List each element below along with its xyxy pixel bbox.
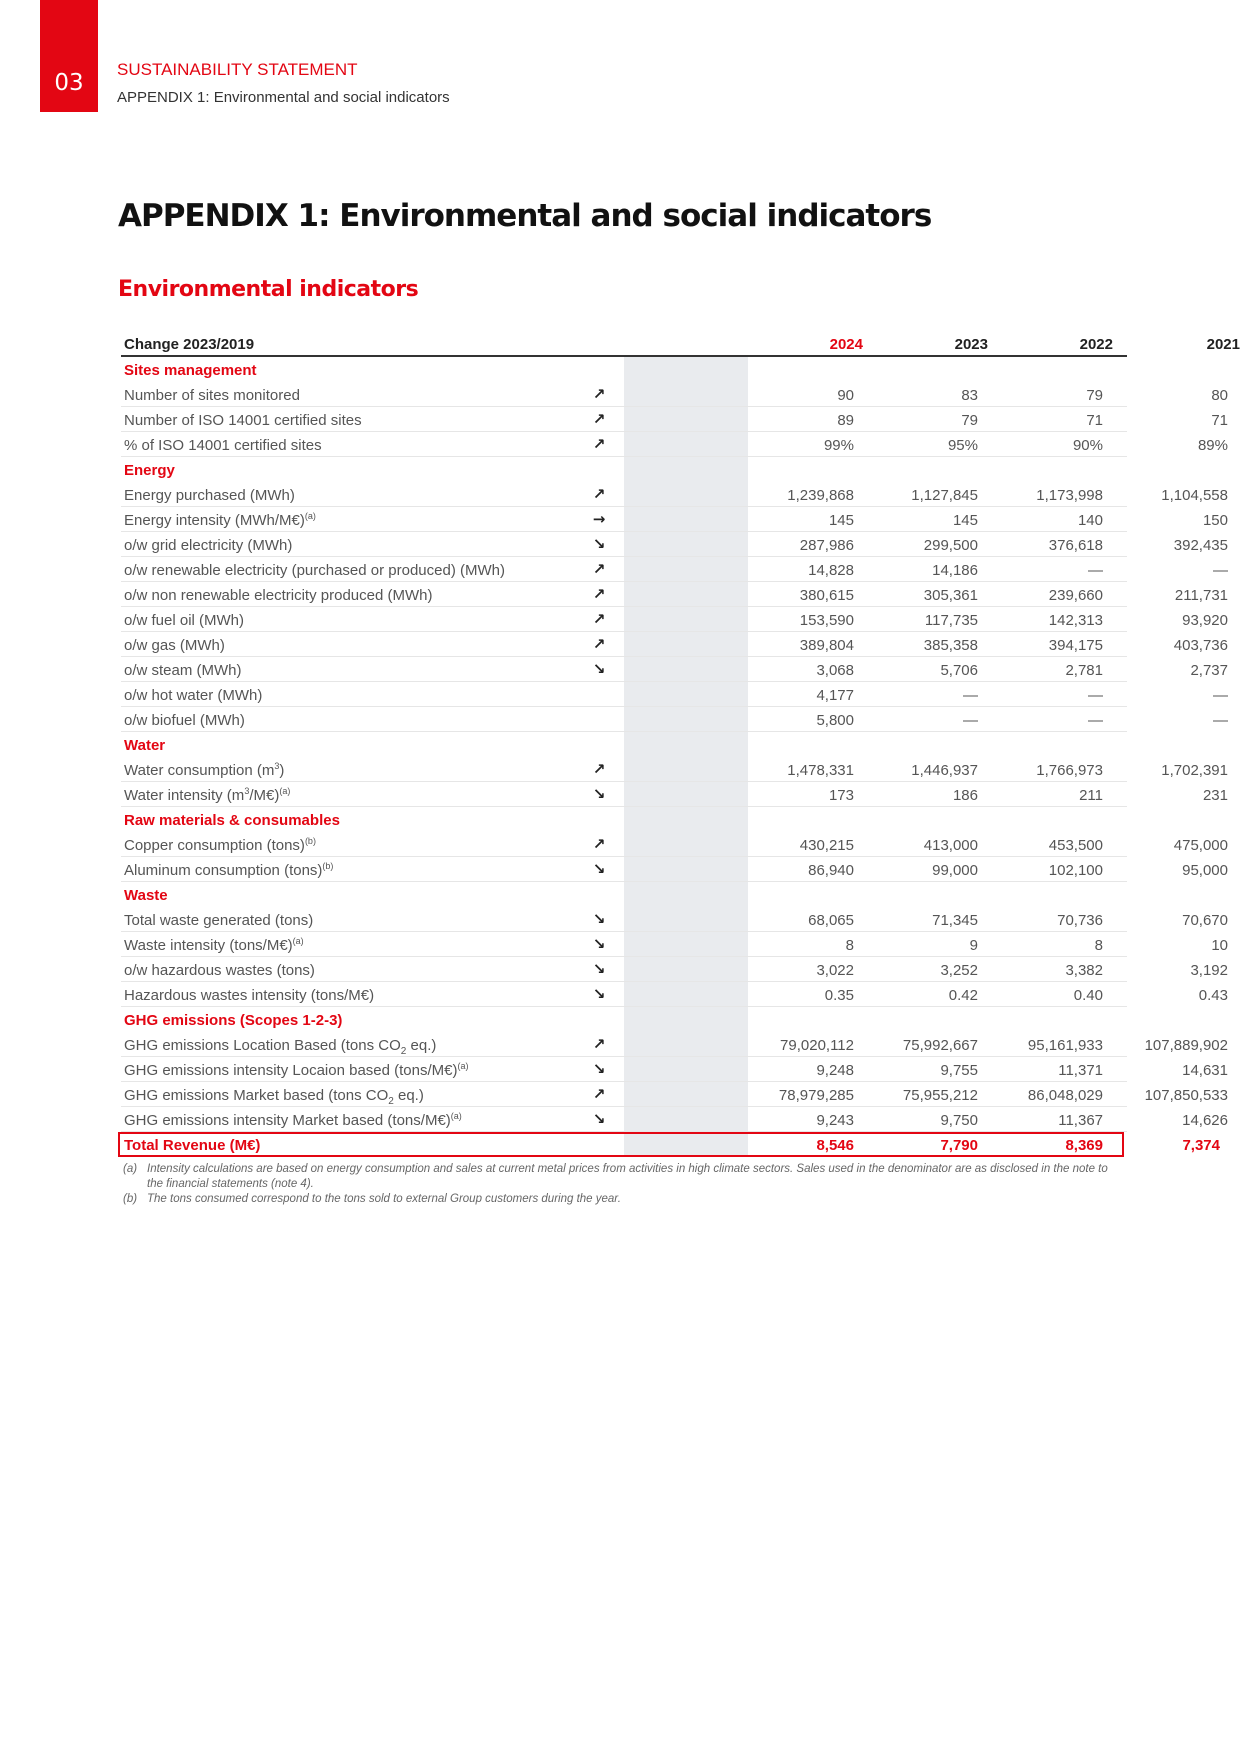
column-header-2021: 2021: [1206, 336, 1240, 353]
footnote-ref: (b): [304, 836, 316, 846]
breadcrumb: APPENDIX 1: Environmental and social indicators: [117, 89, 450, 106]
cell-2021: —: [1213, 712, 1228, 729]
cell-2022: 102,100: [1048, 862, 1103, 879]
category-label: Energy: [124, 462, 175, 479]
cell-2023: 0.42: [948, 987, 978, 1004]
row-label: Hazardous wastes intensity (tons/M€): [124, 987, 375, 1004]
cell-2023: 9,755: [940, 1062, 978, 1079]
arrow-right-icon: →: [592, 510, 606, 528]
table-row: [121, 782, 1228, 807]
cell-2023: 413,000: [923, 837, 978, 854]
row-label: Waste intensity (tons/M€)$^{(a)}$: [124, 936, 304, 954]
cell-2021: 107,850,533: [1144, 1087, 1228, 1104]
cell-2021: 231: [1202, 787, 1228, 804]
cell-2024: 145: [828, 512, 854, 529]
row-label: Copper consumption (tons)$^{(b)}$: [124, 836, 316, 854]
section-number: 03: [54, 70, 84, 96]
arrow-down-right-icon: ↘: [592, 910, 606, 928]
cell-2021: 70,670: [1182, 912, 1228, 929]
table-row: [121, 982, 1228, 1007]
cell-2024: 79,020,112: [780, 1037, 854, 1054]
cell-2023: 305,361: [923, 587, 978, 604]
cell-2021: 80: [1211, 387, 1228, 404]
cell-2022: 95,161,933: [1027, 1037, 1103, 1054]
footnote-ref: (a): [457, 1061, 469, 1071]
table-row: [121, 407, 1228, 432]
cell-2022: 239,660: [1048, 587, 1103, 604]
page-title: APPENDIX 1: Environmental and social indicators: [118, 198, 932, 234]
row-label: o/w hazardous wastes (tons): [124, 962, 315, 979]
table-row: [121, 757, 1228, 782]
row-label: o/w gas (MWh): [124, 637, 225, 654]
table-row: [121, 907, 1228, 932]
row-label: Number of sites monitored: [124, 387, 300, 404]
cell-2021: 392,435: [1173, 537, 1228, 554]
row-label: o/w fuel oil (MWh): [124, 612, 245, 629]
row-label: GHG emissions intensity Market based (tons/M€)$^{(a)}$: [124, 1111, 462, 1129]
cell-2023: 3,252: [940, 962, 978, 979]
total-revenue-2022: 8,369: [1065, 1137, 1103, 1154]
cell-2024: 1,478,331: [787, 762, 854, 779]
arrow-down-right-icon: ↘: [592, 935, 606, 953]
cell-2022: 11,367: [1058, 1112, 1103, 1129]
cell-2024: 86,940: [808, 862, 854, 879]
row-label: o/w non renewable electricity produced (MWh): [124, 587, 433, 604]
cell-2022: 394,175: [1048, 637, 1103, 654]
cell-2021: —: [1213, 687, 1228, 704]
row-label: Energy purchased (MWh): [124, 487, 295, 504]
cell-2022: 71: [1086, 412, 1103, 429]
section-heading: Environmental indicators: [118, 277, 419, 302]
cell-2021: —: [1213, 562, 1228, 579]
cell-2024: 14,828: [808, 562, 854, 579]
cell-2024: 68,065: [808, 912, 854, 929]
arrow-down-right-icon: ↘: [592, 860, 606, 878]
cell-2022: 0.40: [1073, 987, 1103, 1004]
table-row: [121, 857, 1228, 882]
cell-2024: 173: [828, 787, 854, 804]
category-label: Sites management: [124, 362, 257, 379]
row-label: GHG emissions Market based (tons $CO_2$ eq.): [124, 1087, 424, 1107]
table-row: [121, 482, 1228, 507]
cell-2021: 107,889,902: [1144, 1037, 1228, 1054]
cell-2021: 95,000: [1182, 862, 1228, 879]
cell-2021: 93,920: [1182, 612, 1228, 629]
table-row: [121, 832, 1228, 857]
cell-2021: 1,702,391: [1161, 762, 1228, 779]
category-label: Waste: [124, 887, 168, 904]
row-label: Number of ISO 14001 certified sites: [124, 412, 362, 429]
arrow-down-right-icon: ↘: [592, 1060, 606, 1078]
cell-2024: 3,068: [816, 662, 854, 679]
cell-2023: 83: [961, 387, 978, 404]
cell-2021: 403,736: [1173, 637, 1228, 654]
cell-2022: 140: [1077, 512, 1103, 529]
arrow-down-right-icon: ↘: [592, 1110, 606, 1128]
total-revenue-2024: 8,546: [816, 1137, 854, 1154]
cell-2024: 90: [837, 387, 854, 404]
total-revenue-2021: 7,374: [1182, 1137, 1220, 1154]
cell-2022: 376,618: [1048, 537, 1103, 554]
category-row: [121, 807, 1127, 832]
cell-2023: 79: [961, 412, 978, 429]
category-label: GHG emissions (Scopes 1-2-3): [124, 1012, 343, 1029]
arrow-up-right-icon: ↗: [592, 485, 606, 503]
cell-2022: 86,048,029: [1027, 1087, 1103, 1104]
cell-2024: 1,239,868: [787, 487, 854, 504]
cell-2024: 3,022: [816, 962, 854, 979]
footnote-ref: (b): [322, 861, 334, 871]
arrow-up-right-icon: ↗: [592, 1035, 606, 1053]
footnote-text: The tons consumed correspond to the tons sold to external Group customers during the year.: [147, 1193, 621, 1205]
table-row: [121, 532, 1228, 557]
cell-2021: 14,631: [1182, 1062, 1228, 1079]
footnote-b: [123, 1192, 1113, 1207]
arrow-up-right-icon: ↗: [592, 610, 606, 628]
arrow-up-right-icon: ↗: [592, 760, 606, 778]
footnote-mark: (b): [123, 1193, 138, 1205]
cell-2024: 5,800: [816, 712, 854, 729]
table-row: [121, 557, 1228, 582]
arrow-up-right-icon: ↗: [592, 635, 606, 653]
cell-2022: 211: [1079, 787, 1103, 804]
arrow-up-right-icon: ↗: [592, 385, 606, 403]
cell-2022: 453,500: [1048, 837, 1103, 854]
cell-2022: 3,382: [1065, 962, 1103, 979]
cell-2021: 2,737: [1190, 662, 1228, 679]
table-row: [121, 1082, 1228, 1107]
cell-2022: 1,766,973: [1036, 762, 1103, 779]
cell-2022: 1,173,998: [1036, 487, 1103, 504]
category-row: [121, 1007, 1127, 1032]
section-title: SUSTAINABILITY STATEMENT: [117, 60, 358, 79]
row-label: o/w biofuel (MWh): [124, 712, 245, 729]
cell-2024: 0.35: [824, 987, 854, 1004]
category-label: Raw materials & consumables: [124, 812, 340, 829]
arrow-up-right-icon: ↗: [592, 435, 606, 453]
cell-2021: 10: [1211, 937, 1228, 954]
cell-2022: 8: [1094, 937, 1103, 954]
cell-2024: 287,986: [799, 537, 854, 554]
column-header-label: Change 2023/2019: [124, 336, 255, 353]
table-row: [121, 707, 1228, 732]
cell-2023: 385,358: [923, 637, 978, 654]
table-row: [121, 1107, 1228, 1132]
row-label: Total waste generated (tons): [124, 912, 314, 929]
footnote-ref: (a): [279, 786, 291, 796]
cell-2021: 89%: [1197, 437, 1228, 454]
table-row: [121, 632, 1228, 657]
category-row: [121, 882, 1127, 907]
table-row: [121, 1057, 1228, 1082]
arrow-down-right-icon: ↘: [592, 660, 606, 678]
cell-2021: 1,104,558: [1161, 487, 1228, 504]
cell-2022: 79: [1086, 387, 1103, 404]
cell-2023: 1,446,937: [911, 762, 978, 779]
footnote-mark: (a): [123, 1163, 138, 1175]
cell-2024: 153,590: [799, 612, 854, 629]
row-label: o/w hot water (MWh): [124, 687, 263, 704]
arrow-down-right-icon: ↘: [592, 960, 606, 978]
cell-2021: 14,626: [1182, 1112, 1228, 1129]
total-revenue-2023: 7,790: [940, 1137, 978, 1154]
cell-2021: 150: [1202, 512, 1228, 529]
row-label: GHG emissions intensity Locaion based (tons/M€)$^{(a)}$: [124, 1061, 469, 1079]
row-label: % of ISO 14001 certified sites: [124, 437, 322, 454]
row-label: o/w steam (MWh): [124, 662, 242, 679]
cell-2022: 70,736: [1057, 912, 1103, 929]
cell-2023: 75,992,667: [902, 1037, 978, 1054]
table-row: [121, 932, 1228, 957]
footnote-a: [123, 1162, 1113, 1192]
table-row: [121, 1032, 1228, 1057]
cell-2023: —: [963, 712, 978, 729]
cell-2024: 78,979,285: [778, 1087, 854, 1104]
cell-2024: 389,804: [799, 637, 854, 654]
cell-2022: —: [1088, 712, 1103, 729]
cell-2023: 9: [969, 937, 978, 954]
arrow-up-right-icon: ↗: [592, 410, 606, 428]
footnote-ref: (a): [304, 511, 316, 521]
table-row: [121, 432, 1228, 457]
cell-2023: 71,345: [932, 912, 978, 929]
cell-2023: 186: [952, 787, 978, 804]
arrow-up-right-icon: ↗: [592, 1085, 606, 1103]
cell-2024: 9,243: [816, 1112, 854, 1129]
category-row: [121, 732, 1127, 757]
cell-2023: 1,127,845: [911, 487, 978, 504]
cell-2024: 8: [845, 937, 854, 954]
footnote-text: Intensity calculations are based on energy consumption and sales at current metal prices from activities in high climate sectors. Sales used in the denominator are as disclosed in the note to the financial statements (note 4).: [147, 1163, 1108, 1190]
cell-2023: 145: [952, 512, 978, 529]
cell-2023: 14,186: [932, 562, 978, 579]
cell-2022: —: [1088, 562, 1103, 579]
table-row: [121, 607, 1228, 632]
total-revenue-label: Total Revenue (M€): [124, 1137, 261, 1154]
cell-2022: 11,371: [1058, 1062, 1103, 1079]
arrow-up-right-icon: ↗: [592, 835, 606, 853]
row-label: Water intensity $(m^3/M€)^{(a)}$: [124, 786, 291, 804]
arrow-down-right-icon: ↘: [592, 985, 606, 1003]
table-row: [121, 682, 1228, 707]
footnotes: [123, 1162, 1113, 1207]
column-header-2023: 2023: [954, 336, 988, 353]
table-row: [121, 582, 1228, 607]
section-tab: [40, 0, 98, 112]
table-row: [121, 507, 1228, 532]
cell-2024: 430,215: [799, 837, 854, 854]
row-label: Energy intensity (MWh/M€)$^{(a)}$: [124, 511, 316, 529]
footnote-ref: (a): [292, 936, 304, 946]
cell-2022: —: [1088, 687, 1103, 704]
table-row: [121, 657, 1228, 682]
arrow-up-right-icon: ↗: [592, 585, 606, 603]
column-header-2022: 2022: [1079, 336, 1113, 353]
cell-2021: 475,000: [1173, 837, 1228, 854]
cell-2023: —: [963, 687, 978, 704]
cell-2024: 99%: [823, 437, 854, 454]
cell-2023: 95%: [947, 437, 978, 454]
cell-2021: 3,192: [1190, 962, 1228, 979]
row-label: o/w renewable electricity (purchased or produced) (MWh): [124, 562, 505, 579]
cell-2023: 5,706: [940, 662, 978, 679]
table-row: [121, 957, 1228, 982]
column-header-2024: 2024: [829, 336, 863, 353]
cell-2023: 99,000: [932, 862, 978, 879]
arrow-down-right-icon: ↘: [592, 785, 606, 803]
category-row: [121, 457, 1127, 482]
category-row: [121, 357, 1127, 382]
cell-2022: 2,781: [1065, 662, 1103, 679]
cell-2021: 211,731: [1174, 587, 1228, 604]
row-label: o/w grid electricity (MWh): [124, 537, 293, 554]
footnote-ref: (a): [450, 1111, 462, 1121]
cell-2023: 299,500: [923, 537, 978, 554]
cell-2024: 89: [837, 412, 854, 429]
cell-2023: 9,750: [940, 1112, 978, 1129]
arrow-down-right-icon: ↘: [592, 535, 606, 553]
row-label: Water consumption $(m^3)$: [124, 761, 285, 779]
row-label: Aluminum consumption (tons)$^{(b)}$: [124, 861, 334, 879]
cell-2024: 4,177: [816, 687, 854, 704]
cell-2024: 9,248: [816, 1062, 854, 1079]
row-label: GHG emissions Location Based (tons $CO_2$ eq.): [124, 1037, 437, 1057]
table-row: [121, 382, 1228, 407]
cell-2022: 90%: [1072, 437, 1103, 454]
table-header: [121, 334, 1240, 357]
cell-2021: 0.43: [1198, 987, 1228, 1004]
cell-2024: 380,615: [799, 587, 854, 604]
total-revenue-row: [118, 1132, 1220, 1157]
arrow-up-right-icon: ↗: [592, 560, 606, 578]
cell-2023: 75,955,212: [902, 1087, 978, 1104]
cell-2022: 142,313: [1048, 612, 1103, 629]
cell-2023: 117,735: [924, 612, 978, 629]
category-label: Water: [124, 737, 166, 754]
cell-2021: 71: [1211, 412, 1228, 429]
